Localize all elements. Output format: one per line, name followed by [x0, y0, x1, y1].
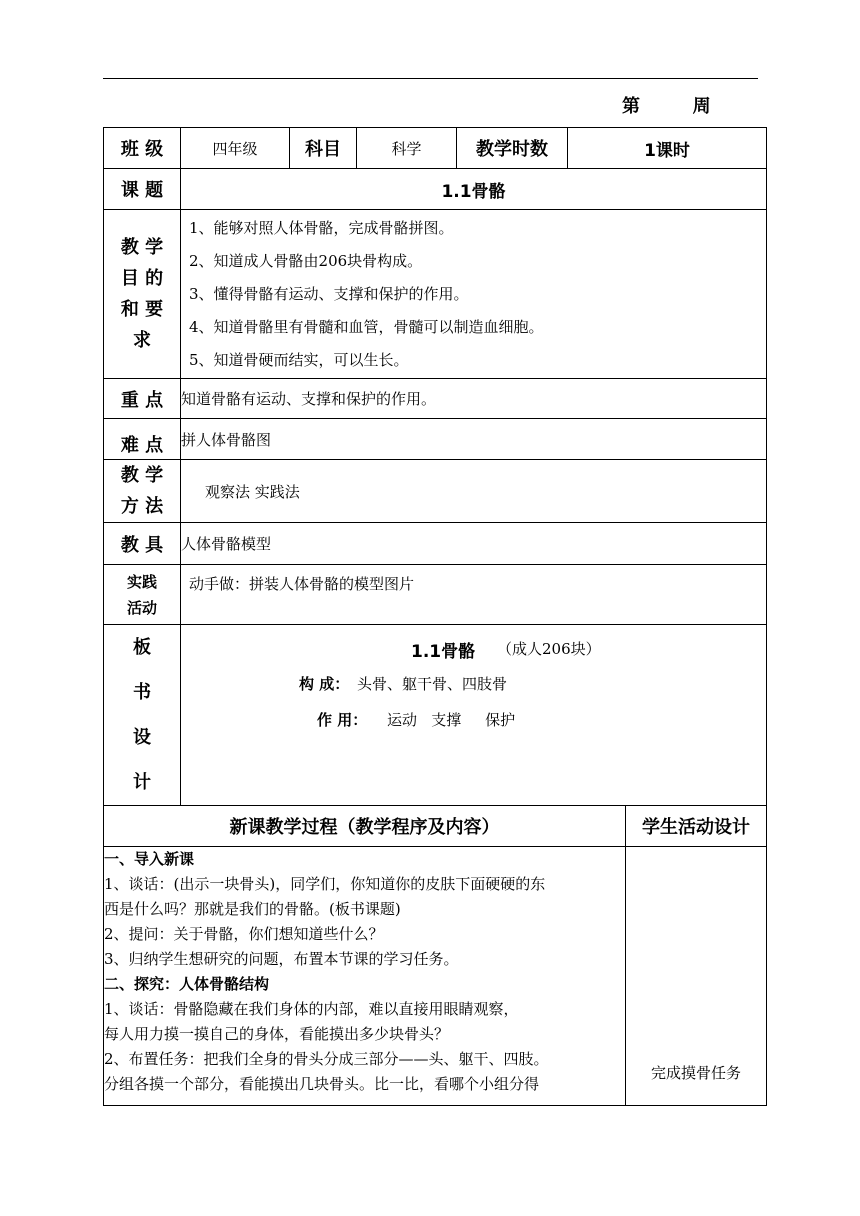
process-line: 3、归纳学生想研究的问题，布置本节课的学习任务。 — [104, 950, 459, 968]
practice-value: 动手做：拼装人体骨骼的模型图片 — [181, 565, 767, 625]
board-title: 1.1骨骼 — [411, 642, 476, 662]
process-line: 每人用力摸一摸自己的身体，看能摸出多少块骨头？ — [104, 1025, 450, 1043]
tools-row — [104, 523, 767, 565]
objectives-label-line: 和 要 — [120, 299, 164, 320]
process-header-row — [104, 806, 767, 847]
board-composition-label: 构 成： — [299, 675, 350, 693]
process-line: 1、谈话：骨骼隐藏在我们身体的内部，难以直接用眼睛观察， — [104, 1000, 519, 1018]
process-line: 1、谈话：(出示一块骨头)，同学们，你知道你的皮肤下面硬硬的东 — [104, 875, 546, 893]
topic-row — [104, 169, 767, 210]
practice-label-line: 实践 — [126, 572, 157, 591]
method-label-line: 教 学 — [120, 465, 164, 486]
hours-label: 教学时数 — [457, 128, 568, 169]
board-composition-value: 头骨、躯干骨、四肢骨 — [357, 675, 508, 693]
difficulty-row — [104, 419, 767, 460]
key-point-value: 知道骨骼有运动、支撑和保护的作用。 — [181, 379, 767, 419]
practice-label — [104, 565, 181, 625]
key-point-label: 重 点 — [104, 379, 181, 419]
method-value: 观察法 实践法 — [181, 460, 767, 523]
practice-row — [104, 565, 767, 625]
process-line: 西是什么吗？那就是我们的骨骼。(板书课题) — [104, 900, 401, 918]
subject-label: 科目 — [290, 128, 357, 169]
board-label-line: 设 — [133, 727, 151, 748]
difficulty-value: 拼人体骨骼图 — [181, 419, 767, 460]
process-row — [104, 847, 767, 1106]
board-content — [181, 625, 767, 806]
process-content — [104, 847, 626, 1106]
header-rule — [103, 78, 758, 79]
key-point-row — [104, 379, 767, 419]
method-label-line: 方 法 — [120, 496, 164, 517]
board-label-line: 计 — [133, 772, 151, 793]
student-activity: 完成摸骨任务 — [626, 847, 767, 1106]
week-label — [622, 92, 713, 118]
lesson-plan-table — [103, 127, 767, 1106]
process-line: 2、提问：关于骨骼，你们想知道些什么？ — [104, 925, 384, 943]
board-label-line: 板 — [133, 637, 151, 658]
topic-label: 课 题 — [104, 169, 181, 210]
hours-value: 1课时 — [568, 128, 767, 169]
tools-value: 人体骨骼模型 — [181, 523, 767, 565]
objective-item: 1、能够对照人体骨骼，完成骨骼拼图。 — [189, 218, 454, 237]
objective-item: 2、知道成人骨骼由206块骨构成。 — [189, 251, 423, 270]
board-function-label: 作 用： — [317, 711, 368, 729]
objectives-label-line: 教 学 — [120, 237, 164, 258]
board-label — [104, 625, 181, 806]
class-label: 班 级 — [104, 128, 181, 169]
board-function-value: 运动 支撑 保护 — [387, 711, 516, 729]
board-row — [104, 625, 767, 806]
class-row — [104, 128, 767, 169]
week-prefix: 第 — [622, 96, 642, 117]
objectives-row — [104, 210, 767, 379]
objective-item: 5、知道骨硬而结实，可以生长。 — [189, 350, 409, 369]
process-line: 2、布置任务：把我们全身的骨头分成三部分——头、躯干、四肢。 — [104, 1050, 549, 1068]
objective-item: 4、知道骨骼里有骨髓和血管，骨髓可以制造血细胞。 — [189, 317, 544, 336]
objectives-label — [104, 210, 181, 379]
board-label-line: 书 — [133, 682, 151, 703]
difficulty-label: 难 点 — [104, 419, 181, 460]
method-row — [104, 460, 767, 523]
board-title-note: （成人206块） — [497, 640, 601, 658]
process-line: 二、探究：人体骨骼结构 — [104, 975, 270, 993]
objectives-label-line: 目 的 — [120, 268, 164, 289]
method-label — [104, 460, 181, 523]
process-header-right: 学生活动设计 — [626, 806, 767, 847]
topic-value: 1.1骨骼 — [181, 169, 767, 210]
process-header-left: 新课教学过程（教学程序及内容） — [104, 806, 626, 847]
class-value: 四年级 — [181, 128, 290, 169]
objectives-label-line: 求 — [133, 330, 151, 351]
process-line: 一、导入新课 — [104, 850, 195, 868]
practice-label-line: 活动 — [126, 598, 157, 617]
process-line: 分组各摸一个部分，看能摸出几块骨头。比一比，看哪个小组分得 — [104, 1075, 540, 1093]
objective-item: 3、懂得骨骼有运动、支撑和保护的作用。 — [189, 284, 469, 303]
subject-value: 科学 — [357, 128, 457, 169]
week-suffix: 周 — [692, 96, 713, 117]
tools-label: 教 具 — [104, 523, 181, 565]
objectives-list — [181, 210, 767, 379]
